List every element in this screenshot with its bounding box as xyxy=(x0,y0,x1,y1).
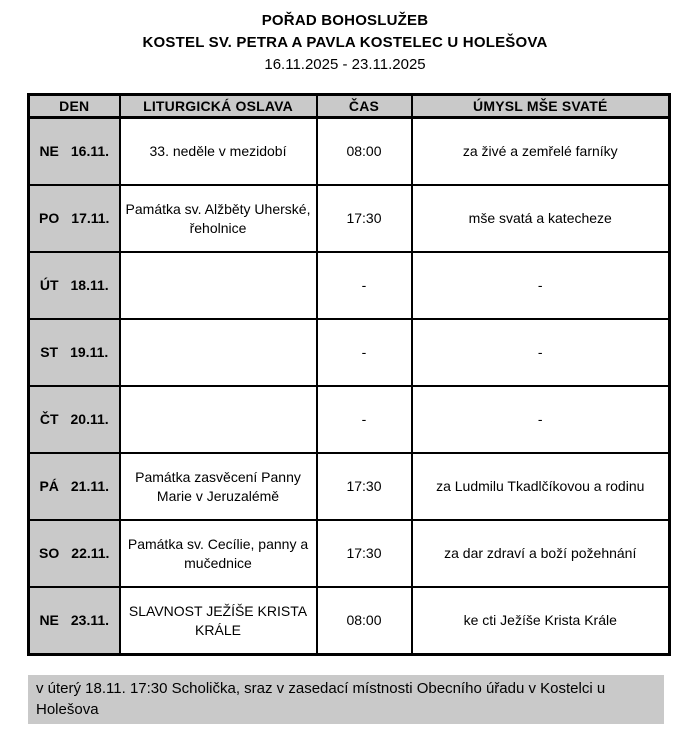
time-cell: 08:00 xyxy=(317,118,412,186)
table-row xyxy=(29,520,670,587)
celebration-cell: Památka sv. Cecílie, panny a mučednice xyxy=(120,520,317,587)
intention-cell: za Ludmilu Tkadlčíkovou a rodinu xyxy=(412,453,670,520)
table-row xyxy=(29,453,670,520)
day-cell xyxy=(29,520,120,587)
day-abbr: ÚT xyxy=(39,277,59,293)
day-abbr: SO xyxy=(39,545,60,561)
col-header-day: DEN xyxy=(29,95,120,118)
time-cell: 17:30 xyxy=(317,185,412,252)
intention-cell: - xyxy=(412,319,670,386)
day-abbr: NE xyxy=(39,612,59,628)
table-row xyxy=(29,587,670,655)
table-header-row xyxy=(29,95,670,118)
date-range: 16.11.2025 - 23.11.2025 xyxy=(264,56,426,73)
day-cell xyxy=(29,386,120,453)
col-header-intention: ÚMYSL MŠE SVATÉ xyxy=(412,95,670,118)
day-cell xyxy=(29,453,120,520)
time-cell: 17:30 xyxy=(317,453,412,520)
table-row xyxy=(29,319,670,386)
day-date: 22.11. xyxy=(71,545,110,561)
celebration-cell: Památka sv. Alžběty Uherské, řeholnice xyxy=(120,185,317,252)
intention-cell: za dar zdraví a boží požehnání xyxy=(412,520,670,587)
day-cell xyxy=(29,185,120,252)
celebration-cell xyxy=(120,252,317,319)
footer-note: v úterý 18.11. 17:30 Scholička, sraz v zasedací místnosti Obecního úřadu v Kostelci u Holešova xyxy=(28,675,664,724)
page-title: POŘAD BOHOSLUŽEB xyxy=(261,12,429,29)
table-row xyxy=(29,386,670,453)
day-abbr: ST xyxy=(40,344,59,360)
day-abbr: PÁ xyxy=(39,478,59,494)
col-header-time: ČAS xyxy=(317,95,412,118)
celebration-cell: Památka zasvěcení Panny Marie v Jeruzalémě xyxy=(120,453,317,520)
day-date: 19.11. xyxy=(70,344,109,360)
day-date: 16.11. xyxy=(70,143,110,159)
time-cell: - xyxy=(317,319,412,386)
time-cell: 08:00 xyxy=(317,587,412,655)
table-row xyxy=(29,118,670,186)
day-abbr: ČT xyxy=(39,411,59,427)
intention-cell: - xyxy=(412,386,670,453)
day-date: 18.11. xyxy=(70,277,109,293)
celebration-cell xyxy=(120,319,317,386)
day-date: 21.11. xyxy=(70,478,110,494)
time-cell: - xyxy=(317,386,412,453)
day-date: 20.11. xyxy=(70,411,109,427)
day-abbr: NE xyxy=(39,143,59,159)
schedule-table xyxy=(27,93,671,656)
col-header-celebration: LITURGICKÁ OSLAVA xyxy=(120,95,317,118)
intention-cell: za živé a zemřelé farníky xyxy=(412,118,670,186)
church-name: KOSTEL SV. PETRA A PAVLA KOSTELEC U HOLEŠOVA xyxy=(142,34,548,51)
day-cell xyxy=(29,587,120,655)
day-cell xyxy=(29,118,120,186)
celebration-cell xyxy=(120,386,317,453)
celebration-cell: SLAVNOST JEŽÍŠE KRISTA KRÁLE xyxy=(120,587,317,655)
intention-cell: mše svatá a katecheze xyxy=(412,185,670,252)
day-date: 17.11. xyxy=(71,210,110,226)
intention-cell: ke cti Ježíše Krista Krále xyxy=(412,587,670,655)
intention-cell: - xyxy=(412,252,670,319)
title-block xyxy=(0,0,690,76)
table-row xyxy=(29,252,670,319)
day-cell xyxy=(29,319,120,386)
table-row xyxy=(29,185,670,252)
day-abbr: PO xyxy=(39,210,60,226)
time-cell: 17:30 xyxy=(317,520,412,587)
day-date: 23.11. xyxy=(70,612,110,628)
day-cell xyxy=(29,252,120,319)
time-cell: - xyxy=(317,252,412,319)
celebration-cell: 33. neděle v mezidobí xyxy=(120,118,317,186)
